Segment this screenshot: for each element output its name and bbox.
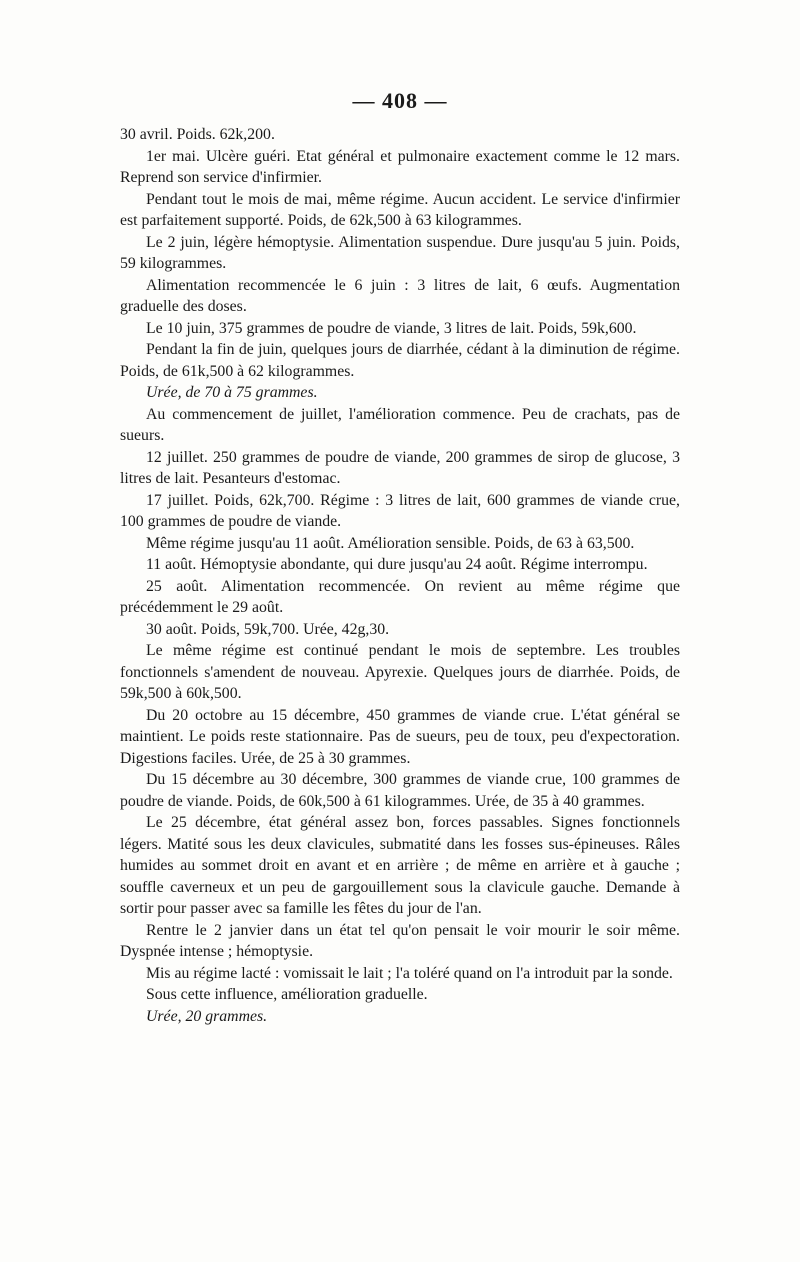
paragraph: 25 août. Alimentation recommencée. On revient au même régime que précédemment le 29 août. (120, 577, 680, 616)
paragraph: 12 juillet. 250 grammes de poudre de viande, 200 grammes de sirop de glucose, 3 litres de lait. Pesanteurs d'estomac. (120, 448, 680, 487)
paragraph: Le 2 juin, légère hémoptysie. Alimentation suspendue. Dure jusqu'au 5 juin. Poids, 59 kilogrammes. (120, 233, 680, 272)
paragraph: Le 25 décembre, état général assez bon, forces passables. Signes fonctionnels légers. Matité sous les deux clavicules, submatité dans les fosses sus-épineuses. Râles humides au sommet droit en avant et en arrière ; de même en arrière et à gauche ; souffle caverneux et un peu de gargouillement sous la clavicule gauche. Demande à sortir pour passer avec sa famille les fêtes du jour de l'an. (120, 814, 680, 917)
paragraph: Urée, de 70 à 75 grammes. (146, 384, 318, 401)
paragraph: Alimentation recommencée le 6 juin : 3 litres de lait, 6 œufs. Augmentation graduelle des doses. (120, 276, 680, 315)
paragraph: Le 10 juin, 375 grammes de poudre de viande, 3 litres de lait. Poids, 59k,600. (146, 319, 637, 337)
paragraph: Rentre le 2 janvier dans un état tel qu'on pensait le voir mourir le soir même. Dyspnée intense ; hémoptysie. (120, 921, 680, 960)
paragraph: 30 août. Poids, 59k,700. Urée, 42g,30. (146, 620, 390, 638)
paragraph: Le même régime est continué pendant le mois de septembre. Les troubles fonctionnels s'amendent de nouveau. Apyrexie. Quelques jours de diarrhée. Poids, de 59k,500 à 60k,500. (120, 642, 680, 702)
page-number: — 408 — (352, 88, 448, 113)
paragraph: Du 15 décembre au 30 décembre, 300 grammes de viande crue, 100 grammes de poudre de viande. Poids, de 60k,500 à 61 kilogrammes. Urée, de 35 à 40 grammes. (120, 771, 680, 810)
paragraph: Urée, 20 grammes. (146, 1007, 268, 1025)
paragraph: Pendant la fin de juin, quelques jours de diarrhée, cédant à la diminution de régime. Poids, de 61k,500 à 62 kilogrammes. (120, 341, 680, 380)
paragraph: Au commencement de juillet, l'amélioration commence. Peu de crachats, pas de sueurs. (120, 405, 680, 444)
paragraph: Du 20 octobre au 15 décembre, 450 grammes de viande crue. L'état général se maintient. Le poids reste stationnaire. Pas de sueurs, peu de toux, peu d'expectoration. Digestions faciles. Urée, de 25 à 30 grammes. (120, 706, 680, 767)
paragraph: Mis au régime lacté : vomissait le lait ; l'a toléré quand on l'a introduit par la sonde. (146, 964, 673, 982)
paragraph: Pendant tout le mois de mai, même régime. Aucun accident. Le service d'infirmier est parfaitement supporté. Poids, de 62k,500 à 63 kilogrammes. (120, 190, 680, 229)
paragraph: Même régime jusqu'au 11 août. Amélioration sensible. Poids, de 63 à 63,500. (146, 534, 635, 552)
paragraph: 1er mai. Ulcère guéri. Etat général et pulmonaire exactement comme le 12 mars. Reprend son service d'infirmier. (120, 147, 680, 186)
paragraph: 11 août. Hémoptysie abondante, qui dure jusqu'au 24 août. Régime interrompu. (146, 556, 648, 573)
body-text (120, 124, 680, 1027)
paragraph: 30 avril. Poids. 62k,200. (120, 126, 275, 143)
paragraph: 17 juillet. Poids, 62k,700. Régime : 3 litres de lait, 600 grammes de viande crue, 100 grammes de poudre de viande. (120, 491, 680, 530)
paragraph: Sous cette influence, amélioration graduelle. (146, 986, 428, 1003)
